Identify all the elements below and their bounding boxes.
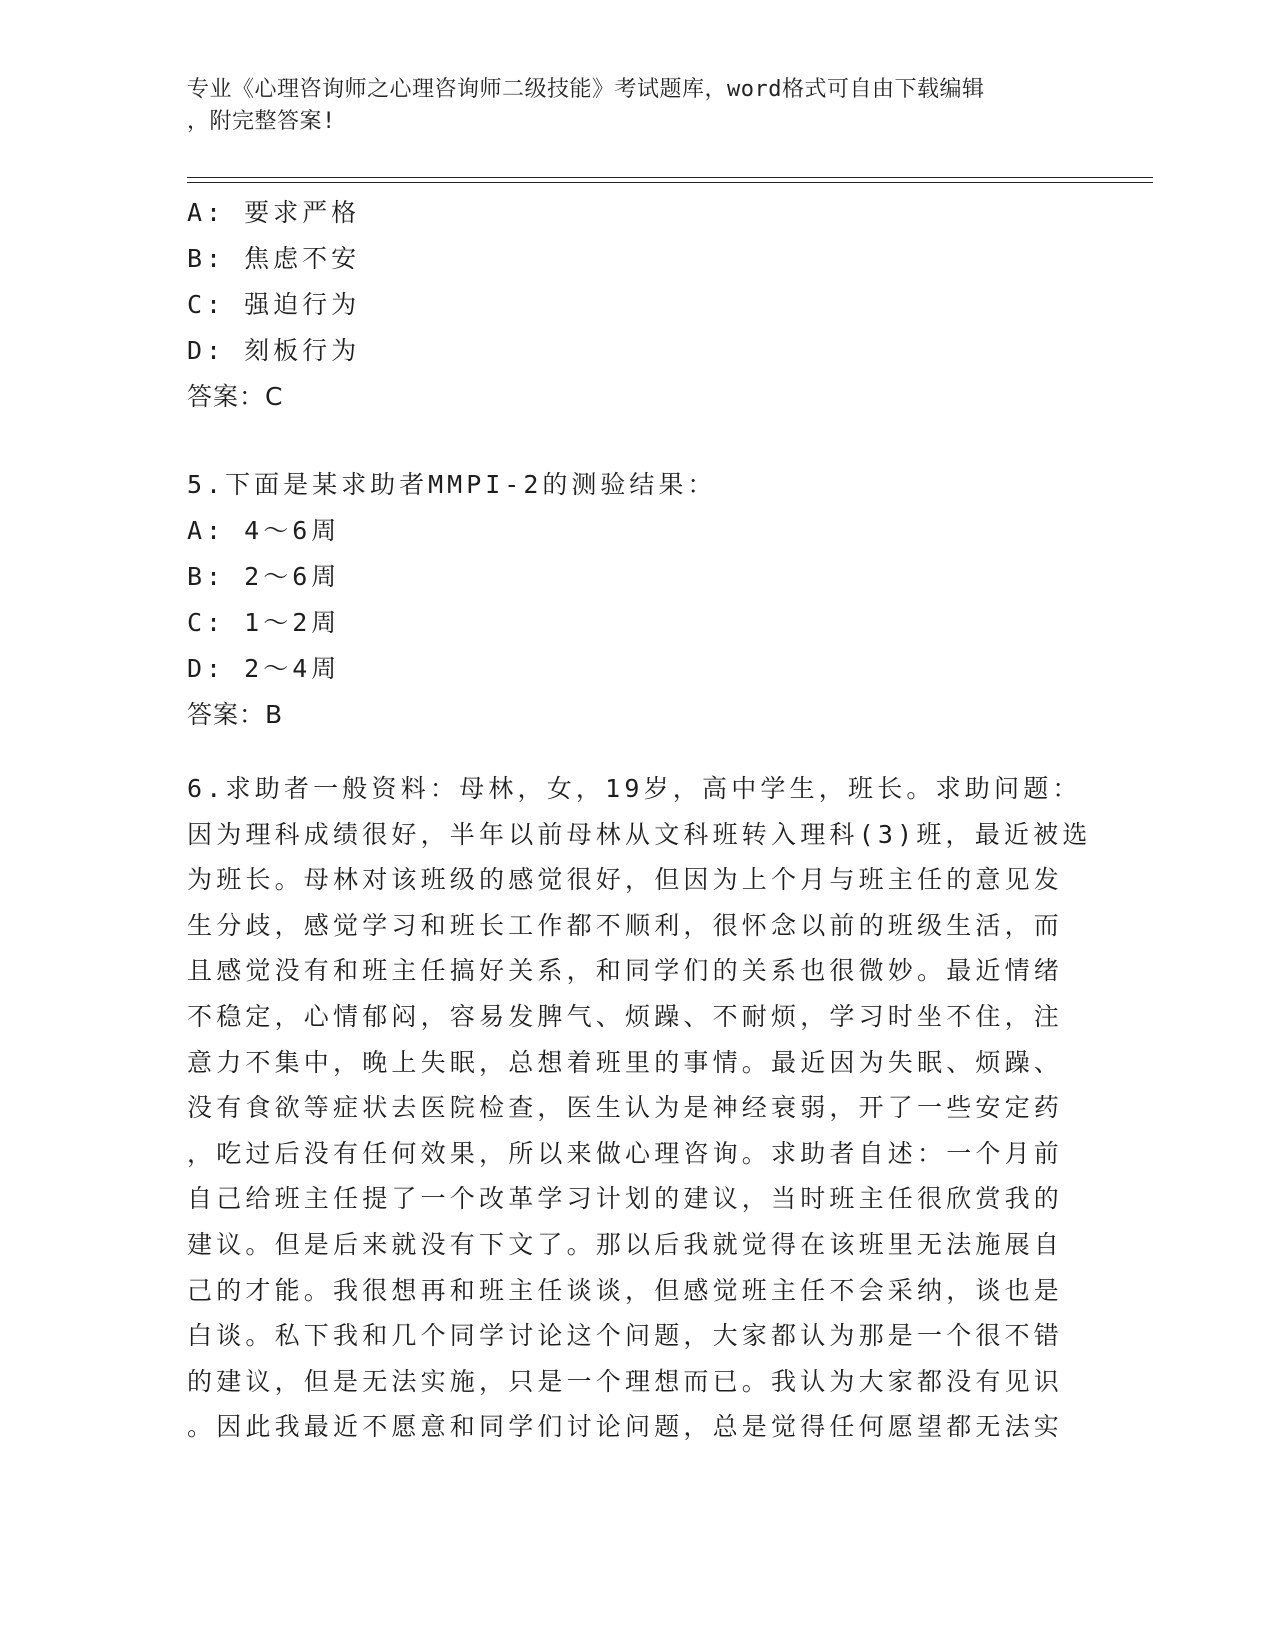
paragraph-line: 的建议，但是无法实施，只是一个理想而已。我认为大家都没有见识 — [187, 1366, 1064, 1396]
question-5-block — [187, 462, 1077, 738]
paragraph-line: 且感觉没有和班主任搞好关系，和同学们的关系也很微妙。最近情绪 — [187, 956, 1064, 986]
paragraph-line: 因为理科成绩很好，半年以前母林从文科班转入理科(3)班，最近被选 — [187, 819, 1092, 849]
option-d: D: 2～4周 — [187, 654, 341, 683]
header-line-1: 专业《心理咨询师之心理咨询师二级技能》考试题库，word格式可自由下载编辑 — [187, 77, 985, 102]
paragraph-line: 白谈。私下我和几个同学讨论这个问题，大家都认为那是一个很不错 — [187, 1321, 1064, 1351]
paragraph-line: 6.求助者一般资料：母林，女，19岁，高中学生，班长。求助问题： — [187, 774, 1082, 803]
answer: 答案：B — [187, 700, 284, 729]
question-text: 5.下面是某求助者MMPI-2的测验结果： — [187, 470, 717, 499]
question-4-block — [187, 190, 1077, 420]
option-b: B: 焦虑不安 — [187, 244, 361, 273]
paragraph-line: 自己给班主任提了一个改革学习计划的建议，当时班主任很欣赏我的 — [187, 1184, 1064, 1214]
paragraph-line: 己的才能。我很想再和班主任谈谈，但感觉班主任不会采纳，谈也是 — [187, 1275, 1064, 1305]
option-d: D: 刻板行为 — [187, 336, 361, 365]
paragraph-line: 建议。但是后来就没有下文了。那以后我就觉得在该班里无法施展自 — [187, 1229, 1064, 1259]
option-a: A: 要求严格 — [187, 198, 361, 227]
header-divider-bottom — [187, 182, 1153, 183]
paragraph-line: 意力不集中，晚上失眠，总想着班里的事情。最近因为失眠、烦躁、 — [187, 1047, 1064, 1077]
question-6-block — [187, 766, 1092, 1450]
header-line-2: ，附完整答案! — [187, 109, 336, 134]
paragraph-line: 没有食欲等症状去医院检查，医生认为是神经衰弱，开了一些安定药 — [187, 1093, 1064, 1123]
paragraph-line: 为班长。母林对该班级的感觉很好，但因为上个月与班主任的意见发 — [187, 865, 1064, 895]
document-header — [187, 74, 1067, 138]
option-c: C: 强迫行为 — [187, 290, 361, 319]
option-b: B: 2～6周 — [187, 562, 341, 591]
answer: 答案：C — [187, 382, 284, 411]
option-a: A: 4～6周 — [187, 516, 341, 545]
paragraph-line: 。因此我最近不愿意和同学们讨论问题，总是觉得任何愿望都无法实 — [187, 1412, 1064, 1442]
paragraph-line: ，吃过后没有任何效果，所以来做心理咨询。求助者自述：一个月前 — [187, 1138, 1064, 1168]
option-c: C: 1～2周 — [187, 608, 341, 637]
paragraph-line: 不稳定，心情郁闷，容易发脾气、烦躁、不耐烦，学习时坐不住，注 — [187, 1001, 1064, 1031]
paragraph-line: 生分歧，感觉学习和班长工作都不顺利，很怀念以前的班级生活，而 — [187, 910, 1064, 940]
header-divider-top — [187, 177, 1153, 178]
